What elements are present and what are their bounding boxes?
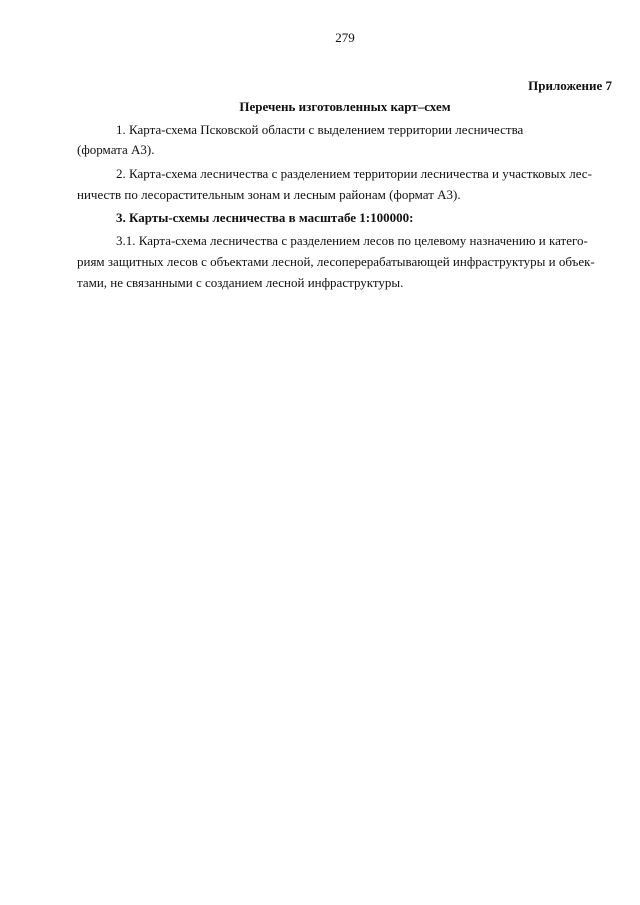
item-2-line-1: 2. Карта-схема лесничества с разделением территории лесничества и участковых лес- bbox=[116, 166, 592, 181]
item-3-1-line-2: риям защитных лесов с объектами лесной, лесоперерабатывающей инфраструктуры и объек- bbox=[77, 254, 595, 269]
item-1-line-2: (формата А3). bbox=[77, 142, 155, 157]
page-number: 279 bbox=[335, 30, 355, 45]
item-3-1-line-1: 3.1. Карта-схема лесничества с разделением лесов по целевому назначению и катего- bbox=[116, 233, 588, 248]
item-1-line-1: 1. Карта-схема Псковской области с выделением территории лесничества bbox=[116, 122, 524, 137]
item-3-1-line-3: тами, не связанными с созданием лесной инфраструктуры. bbox=[77, 275, 404, 290]
item-2-line-2: ничеств по лесорастительным зонам и лесным районам (формат А3). bbox=[77, 187, 461, 202]
page-title: Перечень изготовленных карт–схем bbox=[239, 99, 451, 114]
appendix-label: Приложение 7 bbox=[528, 78, 612, 93]
item-3-heading: 3. Карты-схемы лесничества в масштабе 1:100000: bbox=[116, 210, 414, 225]
